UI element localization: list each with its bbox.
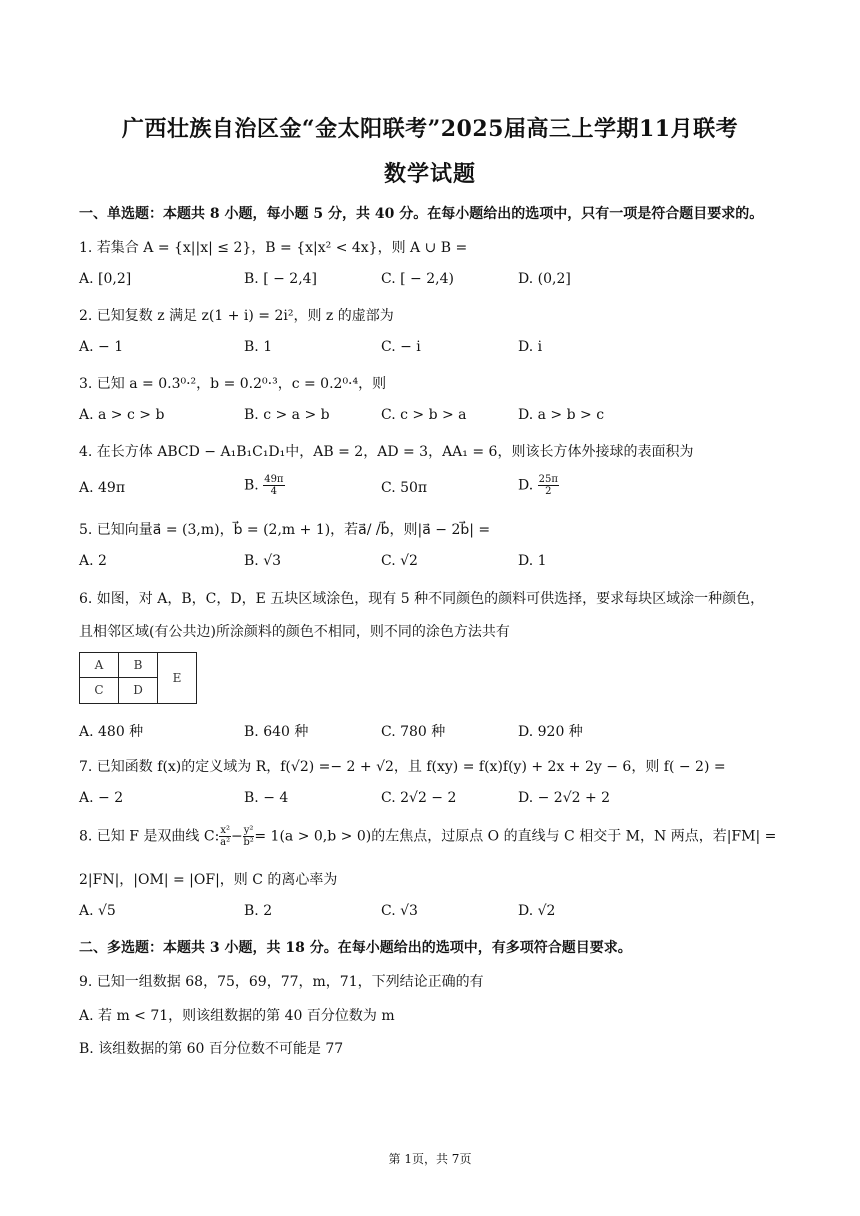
question-3-option-b: B. c > a > b: [244, 407, 330, 423]
fraction-denominator: 2: [545, 486, 552, 497]
question-8-stem-line-2: 2|FN|，|OM| = |OF|，则 C 的离心率为: [79, 872, 338, 888]
question-6-option-b: B. 640 种: [244, 724, 309, 740]
fraction-numerator: 49π: [264, 474, 284, 485]
document-title: 广西壮族自治区金“金太阳联考”2025届高三上学期11月联考: [121, 116, 739, 142]
question-7-option-a: A. − 2: [79, 790, 124, 806]
section-2-heading: 二、多选题：本题共 3 小题，共 18 分。在每小题给出的选项中，有多项符合题目要求。: [79, 940, 632, 956]
question-8-stem-line-1: 8. 已知 F 是双曲线 C: $\frac{\text{x²}}{\text{a²}}$ − $\frac{\text{y²}}{\text{b²}}$ = 1(a > 0,b > 0)的左焦点，过原点 O 的直线与 C 相交于 M，N 两点，若|FM| =: [79, 825, 777, 848]
fraction-denominator: 4: [270, 486, 278, 497]
document-subtitle: 数学试题: [383, 161, 476, 187]
region-b: B: [119, 653, 158, 678]
question-8-option-a: A. √5: [79, 903, 116, 919]
question-6-option-d: D. 920 种: [518, 724, 583, 740]
fraction-numerator: y²: [243, 825, 254, 836]
fraction-numerator: x²: [220, 825, 230, 836]
region-d: D: [119, 678, 158, 703]
question-6-stem-line-1: 6. 如图，对 A，B，C，D，E 五块区域涂色，现有 5 种不同颜色的颜料可供选择，要求每块区域涂一种颜色，: [79, 591, 765, 607]
fraction-denominator: a²: [220, 837, 231, 848]
region-c: C: [80, 678, 119, 703]
question-2-option-a: A. − 1: [79, 339, 124, 355]
question-3-option-a: A. a > c > b: [79, 407, 165, 423]
question-4-option-d: [518, 474, 559, 497]
question-8-stem-suffix: = 1(a > 0,b > 0)的左焦点，过原点 O 的直线与 C 相交于 M，N 两点，若|FM| =: [254, 828, 777, 845]
question-7-option-c: C. 2√2 − 2: [381, 790, 457, 806]
question-8-option-d: D. √2: [518, 903, 556, 919]
page-footer: 第 1页，共 7页: [388, 1152, 472, 1166]
question-6-stem-line-2: 且相邻区域(有公共边)所涂颜料的颜色不相同，则不同的涂色方法共有: [79, 624, 510, 640]
question-7-option-b: B. − 4: [244, 790, 289, 806]
question-8-x-fraction: [219, 825, 231, 848]
question-7-stem: 7. 已知函数 f(x)的定义域为 R，f(√2) =− 2 + √2，且 f(xy) = f(x)f(y) + 2x + 2y − 6，则 f( − 2) =: [79, 759, 726, 775]
question-6-option-c: C. 780 种: [381, 724, 446, 740]
question-4-option-b-fraction: [263, 474, 284, 497]
question-5-option-d: D. 1: [518, 553, 547, 569]
question-5-stem: 5. 已知向量a⃗ = (3,m)，b⃗ = (2,m + 1)，若a⃗/ /b⃗，则|a⃗ − 2b⃗| =: [79, 522, 491, 538]
fraction-numerator: 25π: [538, 474, 558, 485]
question-1-option-a: A. [0,2]: [79, 271, 132, 287]
region-a: A: [80, 653, 119, 678]
section-1-heading: 一、单选题：本题共 8 小题，每小题 5 分，共 40 分。在每小题给出的选项中，只有一项是符合题目要求的。: [79, 206, 764, 222]
question-4-option-c: C. 50π: [381, 480, 428, 496]
question-4-option-d-prefix: D.: [518, 477, 538, 494]
question-1-stem: 1. 若集合 A = {x||x| ≤ 2}，B = {x|x² < 4x}，则 A ∪ B =: [79, 240, 468, 256]
question-2-stem: 2. 已知复数 z 满足 z(1 + i) = 2i²，则 z 的虚部为: [79, 308, 394, 324]
question-1-option-c: C. [ − 2,4): [381, 271, 454, 287]
question-7-option-d: D. − 2√2 + 2: [518, 790, 611, 806]
fraction-denominator: b²: [243, 837, 254, 848]
coloring-region-diagram: [79, 652, 197, 704]
question-9-stem: 9. 已知一组数据 68，75，69，77，m，71，下列结论正确的有: [79, 974, 484, 990]
question-4-option-a: A. 49π: [79, 480, 126, 496]
question-3-option-d: D. a > b > c: [518, 407, 605, 423]
question-4-option-d-fraction: [538, 474, 559, 497]
question-2-option-b: B. 1: [244, 339, 273, 355]
question-2-option-c: C. − i: [381, 339, 421, 355]
question-8-option-b: B. 2: [244, 903, 273, 919]
question-5-option-a: A. 2: [79, 553, 107, 569]
question-5-option-b: B. √3: [244, 553, 282, 569]
question-6-option-a: A. 480 种: [79, 724, 144, 740]
question-4-stem: 4. 在长方体 ABCD − A₁B₁C₁D₁中，AB = 2，AD = 3，AA₁ = 6，则该长方体外接球的表面积为: [79, 444, 694, 460]
question-8-option-c: C. √3: [381, 903, 418, 919]
question-1-option-b: B. [ − 2,4]: [244, 271, 318, 287]
question-5-option-c: C. √2: [381, 553, 418, 569]
question-4-option-b-prefix: B.: [244, 477, 264, 494]
question-2-option-d: D. i: [518, 339, 543, 355]
question-3-option-c: C. c > b > a: [381, 407, 467, 423]
question-3-stem: 3. 已知 a = 0.3⁰·²，b = 0.2⁰·³，c = 0.2⁰·⁴，则: [79, 376, 387, 392]
question-1-option-d: D. (0,2]: [518, 271, 571, 287]
region-e: E: [172, 671, 182, 685]
question-9-option-b: B. 该组数据的第 60 百分位数不可能是 77: [79, 1041, 344, 1057]
question-4-option-b: [244, 474, 285, 497]
question-9-option-a: A. 若 m < 71，则该组数据的第 40 百分位数为 m: [79, 1008, 395, 1024]
question-8-y-fraction: [243, 825, 255, 848]
question-8-stem-prefix: 8. 已知 F 是双曲线 C:: [79, 828, 220, 845]
